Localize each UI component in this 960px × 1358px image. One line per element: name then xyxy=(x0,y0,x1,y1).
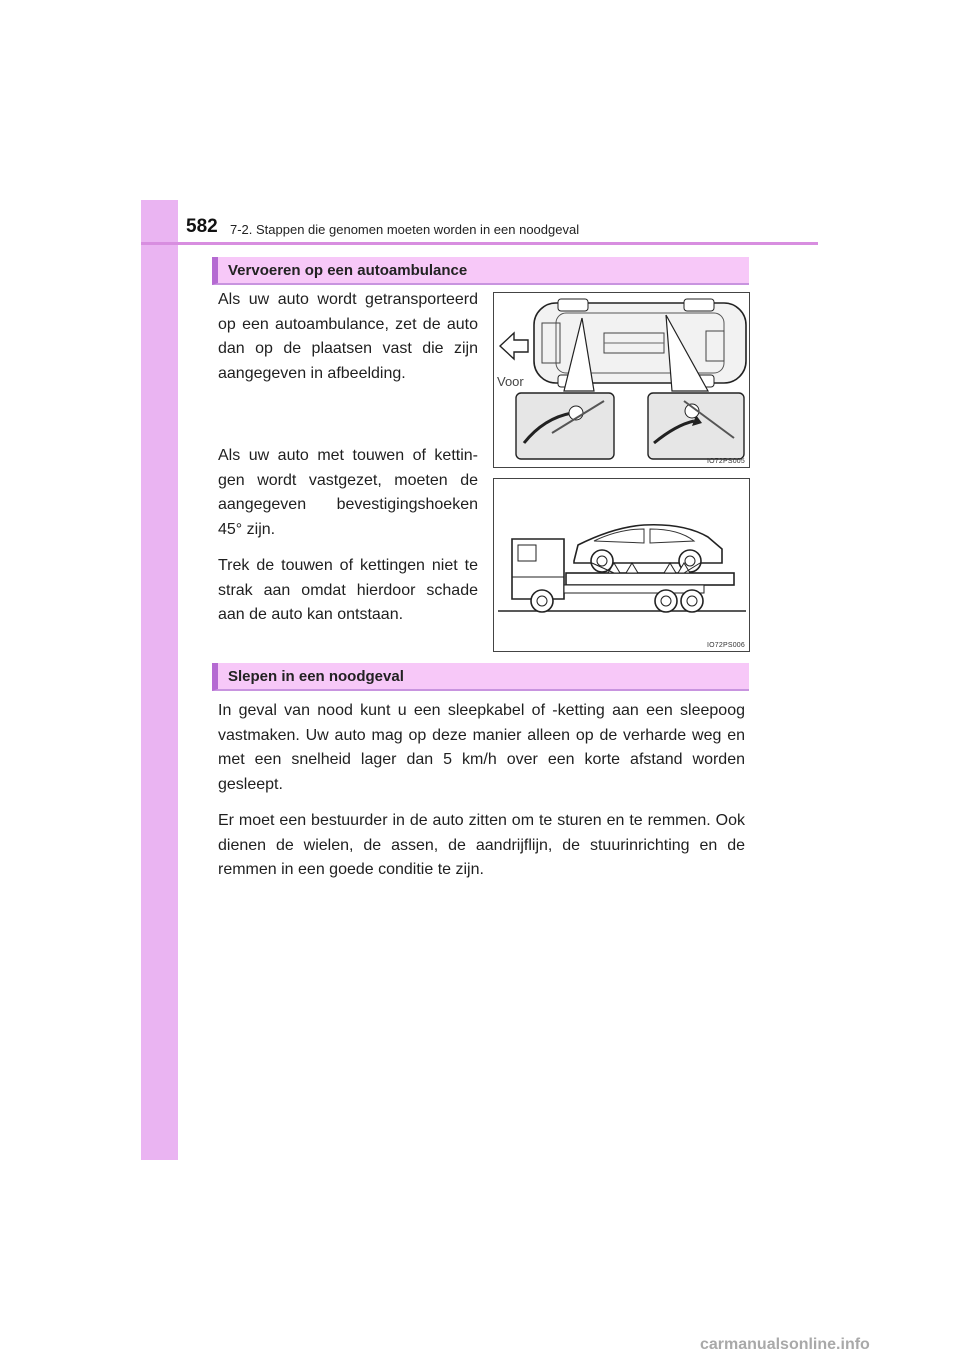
vehicle-underbody-illustration xyxy=(494,293,749,467)
page-number: 582 xyxy=(186,216,218,237)
figure-code: IO72PS006 xyxy=(707,642,745,649)
section-header-towing xyxy=(212,663,749,691)
watermark: carmanualsonline.info xyxy=(700,1336,870,1353)
section-header-transport xyxy=(212,257,749,285)
paragraph: In geval van nood kunt u een sleepkabel of -ketting aan een sleepoog vastmaken. Uw auto mag op deze manier alleen op de verharde weg en met een snelheid lager dan 5 km/h over een korte afstand worden gesleept. xyxy=(218,702,745,793)
paragraph: Als uw auto met touwen of kettin-gen wordt vastgezet, moeten de aangegeven bevestigingshoeken 45° zijn. xyxy=(218,447,478,538)
section-title: Slepen in een noodgeval xyxy=(228,668,404,685)
paragraph: Er moet een bestuurder in de auto zitten om te sturen en te remmen. Ook dienen de wielen, de assen, de aandrijflijn, de stuurinrichting en de remmen in een goede conditie te zijn. xyxy=(218,812,745,878)
paragraph: Als uw auto wordt getransporteerd op een autoambulance, zet de auto dan op de plaatsen vast die zijn aangegeven in afbeelding. xyxy=(218,291,478,382)
front-label: Voor xyxy=(497,374,524,389)
header-rule xyxy=(141,242,818,245)
car-transporter-illustration xyxy=(494,479,749,651)
running-head: 7-2. Stappen die genomen moeten worden in een noodgeval xyxy=(230,222,580,237)
car-transporter-figure xyxy=(493,478,750,652)
figure-code: IO72PS005 xyxy=(707,458,745,465)
towing-text xyxy=(218,699,745,895)
side-tab xyxy=(141,200,178,1160)
paragraph: Trek de touwen of kettingen niet te strak aan omdat hierdoor schade aan de auto kan ontstaan. xyxy=(218,557,478,623)
tie-down-points-figure xyxy=(493,292,750,468)
section-title: Vervoeren op een autoambulance xyxy=(228,262,468,279)
transport-text xyxy=(218,288,478,640)
